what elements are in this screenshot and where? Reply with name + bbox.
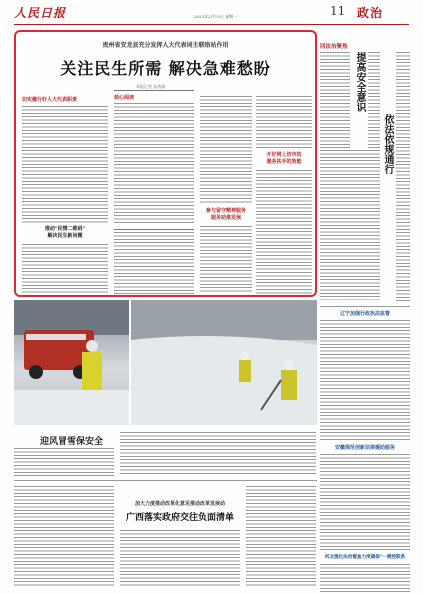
- bottom-divider: [14, 480, 317, 481]
- right-headline-2: 依法依规通行: [382, 114, 393, 174]
- core-reading-box: [114, 90, 194, 230]
- photo-caption: 迎风冒雪保安全: [40, 437, 104, 447]
- right-text-g: [320, 564, 410, 594]
- right-headline-1: 提高安全意识: [354, 52, 365, 112]
- feature-byline: 本报记者 苗秀娟: [136, 84, 166, 89]
- snow-truck-photo: [14, 300, 129, 425]
- issue-date: 2023年2月13日 星期一: [194, 14, 238, 19]
- right-text-e: [320, 320, 410, 440]
- left-column-text: [22, 106, 108, 224]
- core-reading-title: 核心阅读: [114, 95, 135, 101]
- right-text-a: [320, 52, 350, 148]
- snow-road-photo: [131, 300, 317, 425]
- col3-subhead: 参与留守精神服务 服务助推发展: [205, 208, 246, 221]
- feature-headline: 关注民生所需 解决急难愁盼: [60, 59, 271, 78]
- right-bottom-head: 河北强化法治督查力度确保"一测控联系: [324, 555, 406, 560]
- left-subhead: 切实履行好人大代表职责: [22, 97, 78, 103]
- bottom-text-right: [246, 486, 316, 586]
- divider: [320, 306, 410, 307]
- right-text-d: [396, 52, 410, 302]
- feature-article: [14, 30, 317, 297]
- caption-text: [14, 448, 114, 476]
- col4-text-2: [256, 170, 312, 294]
- col3-text-2: [200, 226, 252, 294]
- left-column-text-2: [22, 244, 108, 294]
- masthead: [14, 4, 409, 25]
- bottom-text-left: [14, 486, 114, 586]
- middle-column-text: [114, 232, 194, 294]
- newspaper-logo: 人民日报: [14, 6, 67, 20]
- caption-text-2: [120, 432, 316, 476]
- col3-text: [200, 96, 252, 204]
- bottom-kicker: 加大力度推动改革化意见推动改革发展动: [134, 501, 225, 507]
- page-number: 11: [330, 4, 346, 18]
- bottom-text-mid: [120, 530, 240, 586]
- right-column-title: 回法治聚焦: [320, 44, 348, 50]
- right-text-c: [320, 150, 380, 300]
- core-reading-text: [114, 103, 194, 225]
- feature-kicker: 贵州省安龙县充分发挥人大代表词主联络站作用: [102, 42, 229, 49]
- bottom-headline: 广西落实政府交往负面清单: [125, 513, 234, 523]
- col4-subhead: 开好网上坊市的 服务扶手的效能: [266, 152, 302, 165]
- col4-text: [256, 96, 312, 148]
- right-text-f: [320, 454, 410, 550]
- right-mid-head: 辽宁加强行政执法监督: [339, 311, 390, 317]
- left-subhead-2: 推动"民情二维码" 解决民生新问题: [44, 226, 86, 239]
- section-name: 政治: [357, 6, 384, 20]
- right-mid-head-2: 安徽规范创新法律援助服务: [334, 445, 395, 451]
- right-text-b: [368, 52, 380, 148]
